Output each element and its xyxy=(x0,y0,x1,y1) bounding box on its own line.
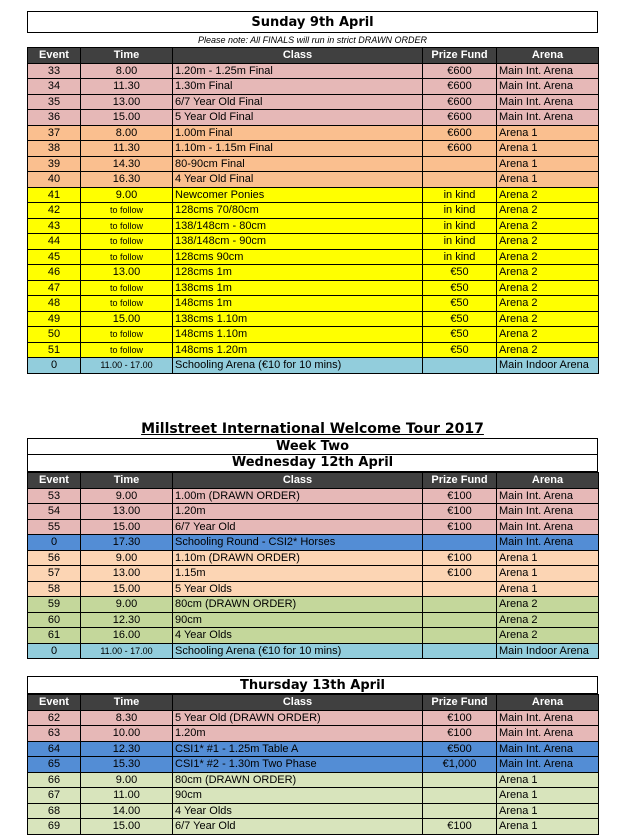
thursday-section xyxy=(27,676,598,835)
table-row xyxy=(28,311,599,327)
table-row xyxy=(28,581,599,597)
event-cell: 42 xyxy=(28,203,81,219)
event-cell: 56 xyxy=(28,550,81,566)
col-event: Event xyxy=(28,48,81,64)
table-row xyxy=(28,234,599,250)
table-row xyxy=(28,504,599,520)
arena-cell: Main Int. Arena xyxy=(497,741,599,757)
class-cell: 148cms 1m xyxy=(173,296,423,312)
prize-fund-cell: €100 xyxy=(423,566,497,582)
event-cell: 57 xyxy=(28,566,81,582)
table-row xyxy=(28,172,599,188)
arena-cell: Arena 2 xyxy=(497,203,599,219)
table-row xyxy=(28,612,599,628)
table-header-row xyxy=(28,473,599,489)
arena-cell: Main Indoor Arena xyxy=(497,358,599,374)
prize-fund-cell: €600 xyxy=(423,141,497,157)
event-cell: 47 xyxy=(28,280,81,296)
time-cell: 15.00 xyxy=(81,819,173,835)
arena-cell: Arena 2 xyxy=(497,612,599,628)
col-time: Time xyxy=(81,48,173,64)
prize-fund-cell: €100 xyxy=(423,550,497,566)
time-cell: to follow xyxy=(81,296,173,312)
col-prize-fund: Prize Fund xyxy=(423,48,497,64)
table-row xyxy=(28,519,599,535)
prize-fund-cell: €100 xyxy=(423,488,497,504)
arena-cell: Arena 2 xyxy=(497,311,599,327)
prize-fund-cell: €1,000 xyxy=(423,757,497,773)
event-cell: 34 xyxy=(28,79,81,95)
time-cell: 13.00 xyxy=(81,504,173,520)
class-cell: 80cm (DRAWN ORDER) xyxy=(173,772,423,788)
table-row xyxy=(28,156,599,172)
col-arena: Arena xyxy=(497,473,599,489)
event-cell: 49 xyxy=(28,311,81,327)
arena-cell: Arena 2 xyxy=(497,249,599,265)
class-cell: 90cm xyxy=(173,612,423,628)
time-cell: 10.00 xyxy=(81,726,173,742)
table-row xyxy=(28,203,599,219)
table-row xyxy=(28,628,599,644)
prize-fund-cell: €50 xyxy=(423,342,497,358)
arena-cell: Arena 1 xyxy=(497,141,599,157)
table-row xyxy=(28,643,599,659)
col-prize-fund: Prize Fund xyxy=(423,695,497,711)
class-cell: Schooling Arena (€10 for 10 mins) xyxy=(173,643,423,659)
class-cell: CSI1* #1 - 1.25m Table A xyxy=(173,741,423,757)
class-cell: CSI1* #2 - 1.30m Two Phase xyxy=(173,757,423,773)
prize-fund-cell: in kind xyxy=(423,249,497,265)
wednesday-schedule-table xyxy=(27,472,599,659)
event-cell: 60 xyxy=(28,612,81,628)
event-cell: 0 xyxy=(28,535,81,551)
event-cell: 46 xyxy=(28,265,81,281)
table-header-row xyxy=(28,695,599,711)
arena-cell: Arena 1 xyxy=(497,566,599,582)
arena-cell: Arena 1 xyxy=(497,772,599,788)
time-cell: 11.00 - 17.00 xyxy=(81,643,173,659)
class-cell: Newcomer Ponies xyxy=(173,187,423,203)
prize-fund-cell: €50 xyxy=(423,265,497,281)
table-row xyxy=(28,358,599,374)
prize-fund-cell xyxy=(423,172,497,188)
class-cell: 80-90cm Final xyxy=(173,156,423,172)
table-row xyxy=(28,803,599,819)
event-cell: 41 xyxy=(28,187,81,203)
prize-fund-cell: €50 xyxy=(423,296,497,312)
class-cell: 1.30m Final xyxy=(173,79,423,95)
arena-cell: Arena 1 xyxy=(497,550,599,566)
arena-cell: Main Int. Arena xyxy=(497,63,599,79)
arena-cell: Arena 1 xyxy=(497,172,599,188)
event-cell: 38 xyxy=(28,141,81,157)
table-row xyxy=(28,550,599,566)
time-cell: 9.00 xyxy=(81,597,173,613)
time-cell: to follow xyxy=(81,327,173,343)
class-cell: 4 Year Olds xyxy=(173,803,423,819)
class-cell: 1.20m xyxy=(173,504,423,520)
event-cell: 62 xyxy=(28,710,81,726)
prize-fund-cell: €600 xyxy=(423,94,497,110)
arena-cell: Arena 2 xyxy=(497,218,599,234)
arena-cell: Arena 1 xyxy=(497,819,599,835)
table-row xyxy=(28,218,599,234)
col-class: Class xyxy=(173,473,423,489)
wednesday-section xyxy=(27,438,598,659)
time-cell: 9.00 xyxy=(81,488,173,504)
event-cell: 51 xyxy=(28,342,81,358)
prize-fund-cell: €50 xyxy=(423,311,497,327)
prize-fund-cell xyxy=(423,803,497,819)
sunday-title: Sunday 9th April xyxy=(27,11,598,33)
time-cell: to follow xyxy=(81,203,173,219)
prize-fund-cell: in kind xyxy=(423,187,497,203)
class-cell: 128cms 1m xyxy=(173,265,423,281)
class-cell: 1.00m Final xyxy=(173,125,423,141)
time-cell: 11.00 xyxy=(81,788,173,804)
event-cell: 61 xyxy=(28,628,81,644)
table-row xyxy=(28,296,599,312)
event-cell: 63 xyxy=(28,726,81,742)
prize-fund-cell xyxy=(423,612,497,628)
event-cell: 35 xyxy=(28,94,81,110)
time-cell: 17.30 xyxy=(81,535,173,551)
time-cell: 15.30 xyxy=(81,757,173,773)
arena-cell: Arena 2 xyxy=(497,234,599,250)
arena-cell: Arena 2 xyxy=(497,265,599,281)
arena-cell: Main Int. Arena xyxy=(497,757,599,773)
prize-fund-cell xyxy=(423,358,497,374)
prize-fund-cell: €600 xyxy=(423,79,497,95)
col-event: Event xyxy=(28,695,81,711)
time-cell: 13.00 xyxy=(81,265,173,281)
time-cell: 15.00 xyxy=(81,581,173,597)
event-cell: 0 xyxy=(28,643,81,659)
time-cell: 12.30 xyxy=(81,741,173,757)
prize-fund-cell xyxy=(423,788,497,804)
time-cell: 15.00 xyxy=(81,519,173,535)
time-cell: 14.00 xyxy=(81,803,173,819)
time-cell: 11.30 xyxy=(81,79,173,95)
time-cell: 9.00 xyxy=(81,772,173,788)
arena-cell: Arena 2 xyxy=(497,280,599,296)
class-cell: 5 Year Old (DRAWN ORDER) xyxy=(173,710,423,726)
time-cell: 9.00 xyxy=(81,187,173,203)
prize-fund-cell xyxy=(423,643,497,659)
time-cell: 8.00 xyxy=(81,63,173,79)
arena-cell: Main Int. Arena xyxy=(497,726,599,742)
time-cell: 16.00 xyxy=(81,628,173,644)
table-row xyxy=(28,488,599,504)
time-cell: 13.00 xyxy=(81,566,173,582)
arena-cell: Main Int. Arena xyxy=(497,110,599,126)
col-arena: Arena xyxy=(497,695,599,711)
col-arena: Arena xyxy=(497,48,599,64)
table-row xyxy=(28,79,599,95)
col-time: Time xyxy=(81,695,173,711)
time-cell: 8.30 xyxy=(81,710,173,726)
class-cell: 6/7 Year Old xyxy=(173,519,423,535)
class-cell: 128cms 90cm xyxy=(173,249,423,265)
wednesday-title: Wednesday 12th April xyxy=(27,455,598,472)
prize-fund-cell: €600 xyxy=(423,63,497,79)
time-cell: 9.00 xyxy=(81,550,173,566)
table-row xyxy=(28,741,599,757)
arena-cell: Arena 1 xyxy=(497,581,599,597)
week-label: Week Two xyxy=(27,438,598,455)
arena-cell: Arena 1 xyxy=(497,125,599,141)
time-cell: 13.00 xyxy=(81,94,173,110)
time-cell: 11.00 - 17.00 xyxy=(81,358,173,374)
class-cell: 4 Year Old Final xyxy=(173,172,423,188)
event-cell: 40 xyxy=(28,172,81,188)
class-cell: 1.00m (DRAWN ORDER) xyxy=(173,488,423,504)
time-cell: 8.00 xyxy=(81,125,173,141)
prize-fund-cell xyxy=(423,535,497,551)
arena-cell: Main Int. Arena xyxy=(497,519,599,535)
table-row xyxy=(28,757,599,773)
arena-cell: Main Int. Arena xyxy=(497,94,599,110)
arena-cell: Arena 1 xyxy=(497,803,599,819)
prize-fund-cell xyxy=(423,597,497,613)
prize-fund-cell xyxy=(423,628,497,644)
event-cell: 55 xyxy=(28,519,81,535)
event-cell: 44 xyxy=(28,234,81,250)
class-cell: 5 Year Olds xyxy=(173,581,423,597)
prize-fund-cell: €100 xyxy=(423,504,497,520)
sunday-section xyxy=(27,11,598,374)
table-header-row xyxy=(28,48,599,64)
col-prize-fund: Prize Fund xyxy=(423,473,497,489)
thursday-title: Thursday 13th April xyxy=(27,676,598,694)
time-cell: 12.30 xyxy=(81,612,173,628)
arena-cell: Arena 2 xyxy=(497,342,599,358)
prize-fund-cell: €600 xyxy=(423,125,497,141)
prize-fund-cell: in kind xyxy=(423,234,497,250)
arena-cell: Arena 2 xyxy=(497,628,599,644)
event-cell: 54 xyxy=(28,504,81,520)
class-cell: 6/7 Year Old Final xyxy=(173,94,423,110)
table-row xyxy=(28,710,599,726)
arena-cell: Main Int. Arena xyxy=(497,710,599,726)
arena-cell: Main Int. Arena xyxy=(497,535,599,551)
table-row xyxy=(28,566,599,582)
event-cell: 33 xyxy=(28,63,81,79)
col-event: Event xyxy=(28,473,81,489)
table-row xyxy=(28,772,599,788)
arena-cell: Arena 1 xyxy=(497,156,599,172)
time-cell: to follow xyxy=(81,218,173,234)
table-row xyxy=(28,141,599,157)
event-cell: 37 xyxy=(28,125,81,141)
prize-fund-cell xyxy=(423,581,497,597)
class-cell: 5 Year Old Final xyxy=(173,110,423,126)
class-cell: 138cms 1m xyxy=(173,280,423,296)
class-cell: 138/148cm - 90cm xyxy=(173,234,423,250)
table-row xyxy=(28,265,599,281)
class-cell: 128cms 70/80cm xyxy=(173,203,423,219)
table-row xyxy=(28,187,599,203)
time-cell: to follow xyxy=(81,234,173,250)
arena-cell: Main Int. Arena xyxy=(497,488,599,504)
prize-fund-cell: €500 xyxy=(423,741,497,757)
event-cell: 65 xyxy=(28,757,81,773)
table-row xyxy=(28,280,599,296)
arena-cell: Main Int. Arena xyxy=(497,504,599,520)
time-cell: 16.30 xyxy=(81,172,173,188)
arena-cell: Arena 2 xyxy=(497,187,599,203)
thursday-schedule-table xyxy=(27,694,599,835)
class-cell: 6/7 Year Old xyxy=(173,819,423,835)
class-cell: 138cms 1.10m xyxy=(173,311,423,327)
prize-fund-cell xyxy=(423,772,497,788)
table-row xyxy=(28,63,599,79)
class-cell: 1.20m xyxy=(173,726,423,742)
event-cell: 0 xyxy=(28,358,81,374)
table-row xyxy=(28,726,599,742)
prize-fund-cell: in kind xyxy=(423,203,497,219)
class-cell: 1.10m - 1.15m Final xyxy=(173,141,423,157)
table-row xyxy=(28,342,599,358)
prize-fund-cell: in kind xyxy=(423,218,497,234)
time-cell: to follow xyxy=(81,280,173,296)
table-row xyxy=(28,819,599,835)
prize-fund-cell: €100 xyxy=(423,519,497,535)
event-cell: 68 xyxy=(28,803,81,819)
prize-fund-cell: €50 xyxy=(423,280,497,296)
table-row xyxy=(28,94,599,110)
col-class: Class xyxy=(173,695,423,711)
time-cell: to follow xyxy=(81,249,173,265)
class-cell: Schooling Round - CSI2* Horses xyxy=(173,535,423,551)
table-row xyxy=(28,249,599,265)
class-cell: 138/148cm - 80cm xyxy=(173,218,423,234)
prize-fund-cell: €600 xyxy=(423,110,497,126)
arena-cell: Main Int. Arena xyxy=(497,79,599,95)
table-row xyxy=(28,788,599,804)
class-cell: 1.15m xyxy=(173,566,423,582)
time-cell: 15.00 xyxy=(81,110,173,126)
table-row xyxy=(28,327,599,343)
time-cell: to follow xyxy=(81,342,173,358)
col-class: Class xyxy=(173,48,423,64)
event-cell: 50 xyxy=(28,327,81,343)
table-row xyxy=(28,597,599,613)
prize-fund-cell: €50 xyxy=(423,327,497,343)
tour-title: Millstreet International Welcome Tour 2017 xyxy=(141,421,484,437)
arena-cell: Arena 2 xyxy=(497,327,599,343)
event-cell: 69 xyxy=(28,819,81,835)
table-row xyxy=(28,535,599,551)
event-cell: 45 xyxy=(28,249,81,265)
prize-fund-cell xyxy=(423,156,497,172)
col-time: Time xyxy=(81,473,173,489)
event-cell: 58 xyxy=(28,581,81,597)
class-cell: 1.10m (DRAWN ORDER) xyxy=(173,550,423,566)
prize-fund-cell: €100 xyxy=(423,710,497,726)
finals-note: Please note: All FINALS will run in strict DRAWN ORDER xyxy=(197,35,428,45)
table-row xyxy=(28,110,599,126)
event-cell: 48 xyxy=(28,296,81,312)
class-cell: 1.20m - 1.25m Final xyxy=(173,63,423,79)
arena-cell: Arena 2 xyxy=(497,597,599,613)
class-cell: 148cms 1.10m xyxy=(173,327,423,343)
class-cell: 4 Year Olds xyxy=(173,628,423,644)
sunday-schedule-table xyxy=(27,47,599,374)
time-cell: 11.30 xyxy=(81,141,173,157)
event-cell: 43 xyxy=(28,218,81,234)
arena-cell: Arena 1 xyxy=(497,788,599,804)
event-cell: 64 xyxy=(28,741,81,757)
class-cell: 80cm (DRAWN ORDER) xyxy=(173,597,423,613)
event-cell: 39 xyxy=(28,156,81,172)
prize-fund-cell: €100 xyxy=(423,726,497,742)
arena-cell: Arena 2 xyxy=(497,296,599,312)
event-cell: 66 xyxy=(28,772,81,788)
event-cell: 67 xyxy=(28,788,81,804)
event-cell: 36 xyxy=(28,110,81,126)
class-cell: Schooling Arena (€10 for 10 mins) xyxy=(173,358,423,374)
arena-cell: Main Indoor Arena xyxy=(497,643,599,659)
table-row xyxy=(28,125,599,141)
time-cell: 14.30 xyxy=(81,156,173,172)
class-cell: 90cm xyxy=(173,788,423,804)
class-cell: 148cms 1.20m xyxy=(173,342,423,358)
time-cell: 15.00 xyxy=(81,311,173,327)
event-cell: 59 xyxy=(28,597,81,613)
prize-fund-cell: €100 xyxy=(423,819,497,835)
event-cell: 53 xyxy=(28,488,81,504)
